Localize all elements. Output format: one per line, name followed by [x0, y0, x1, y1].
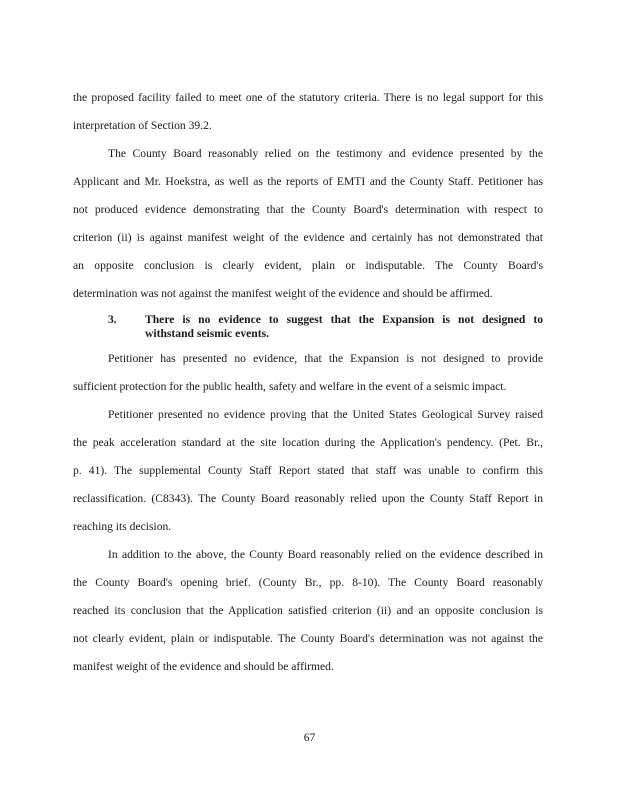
text-line: determination was not against the manifest weight of the evidence and should be affirmed.	[73, 287, 493, 300]
heading-line: There is no evidence to suggest that the Expansion is not designed to	[145, 313, 543, 326]
page-number: 67	[303, 731, 316, 744]
text-line: Petitioner presented no evidence proving that the United States Geological Survey raised	[108, 408, 543, 421]
text-line: an opposite conclusion is clearly evident, plain or indisputable. The County Board's	[73, 259, 543, 272]
text-line: the peak acceleration standard at the site location during the Application's pendency. (Pet. Br.,	[73, 436, 543, 449]
text-line: reached its conclusion that the Application satisfied criterion (ii) and an opposite conclusion is	[73, 604, 543, 617]
heading-number: 3.	[108, 313, 117, 326]
text-line: criterion (ii) is against manifest weight of the evidence and certainly has not demonstrated that	[73, 231, 543, 244]
text-line: manifest weight of the evidence and should be affirmed.	[73, 660, 334, 673]
text-line: The County Board reasonably relied on the testimony and evidence presented by the	[108, 147, 543, 160]
text-line: not produced evidence demonstrating that the County Board's determination with respect to	[73, 203, 543, 216]
text-line: reclassification. (C8343). The County Board reasonably relied upon the County Staff Report in	[73, 492, 543, 505]
text-line: the County Board's opening brief. (County Br., pp. 8-10). The County Board reasonably	[73, 576, 543, 589]
heading-line: withstand seismic events.	[145, 327, 269, 340]
text-line: In addition to the above, the County Board reasonably relied on the evidence described in	[108, 548, 543, 561]
text-line: interpretation of Section 39.2.	[73, 119, 212, 132]
text-line: Petitioner has presented no evidence, that the Expansion is not designed to provide	[108, 352, 543, 365]
text-line: not clearly evident, plain or indisputable. The County Board's determination was not against the	[73, 632, 543, 645]
text-line: p. 41). The supplemental County Staff Report stated that staff was unable to confirm this	[73, 464, 543, 477]
text-line: reaching its decision.	[73, 520, 172, 533]
text-line: Applicant and Mr. Hoekstra, as well as the reports of EMTI and the County Staff. Petitioner has	[73, 175, 543, 188]
text-line: the proposed facility failed to meet one of the statutory criteria. There is no legal support for this	[73, 91, 543, 104]
text-line: sufficient protection for the public health, safety and welfare in the event of a seismic impact.	[73, 380, 507, 393]
